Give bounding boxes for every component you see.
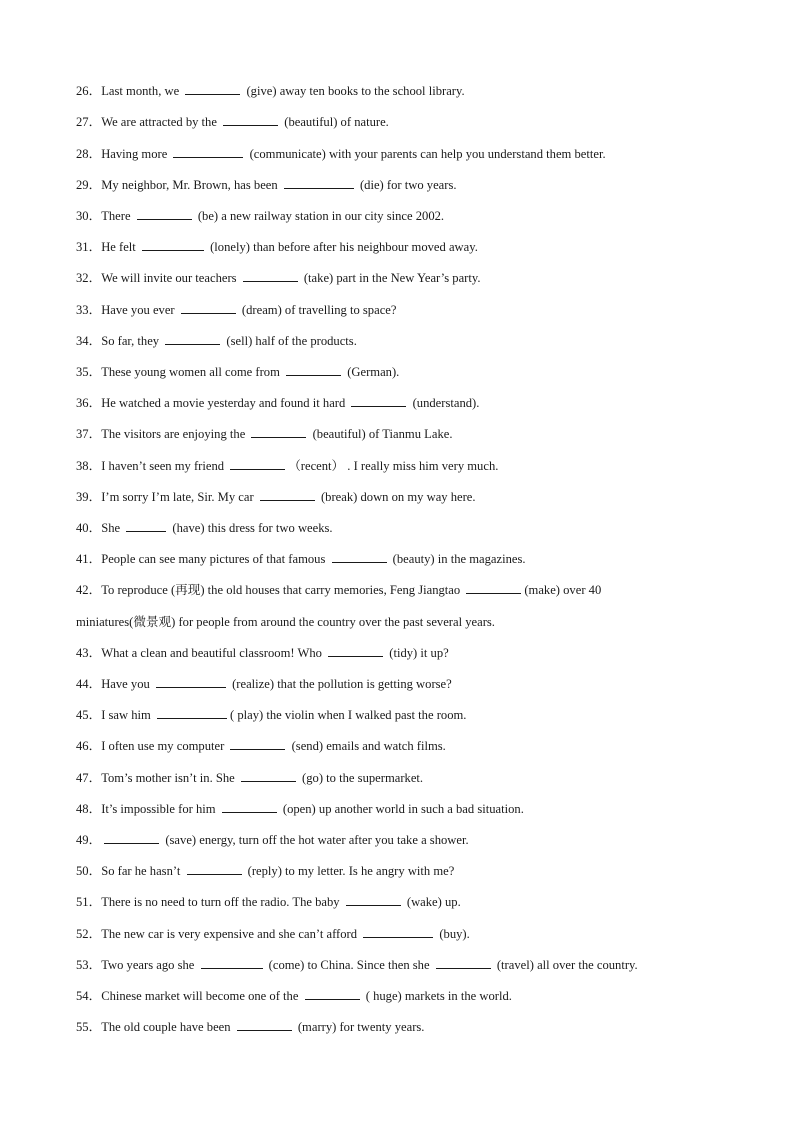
answer-blank[interactable] bbox=[284, 177, 354, 189]
question-29: 29．My neighbor, Mr. Brown, has been (die) for two years. bbox=[76, 178, 457, 192]
question-52: 52．The new car is very expensive and she can’t afford (buy). bbox=[76, 927, 470, 941]
question-43: 43．What a clean and beautiful classroom! Who (tidy) it up? bbox=[76, 646, 449, 660]
question-46: 46．I often use my computer (send) emails and watch films. bbox=[76, 739, 446, 753]
answer-blank[interactable] bbox=[181, 302, 236, 314]
answer-blank[interactable] bbox=[126, 520, 166, 532]
question-36: 36．He watched a movie yesterday and found it hard (understand). bbox=[76, 396, 480, 410]
question-27: 27．We are attracted by the (beautiful) of nature. bbox=[76, 115, 389, 129]
answer-blank[interactable] bbox=[286, 364, 341, 376]
question-50: 50．So far he hasn’t (reply) to my letter. Is he angry with me? bbox=[76, 864, 455, 878]
answer-blank[interactable] bbox=[222, 801, 277, 813]
question-44: 44．Have you (realize) that the pollution is getting worse? bbox=[76, 677, 452, 691]
answer-blank[interactable] bbox=[185, 83, 240, 95]
question-39: 39．I’m sorry I’m late, Sir. My car (break) down on my way here. bbox=[76, 490, 476, 504]
answer-blank[interactable] bbox=[363, 926, 433, 938]
answer-blank[interactable] bbox=[230, 738, 285, 750]
answer-blank[interactable] bbox=[230, 458, 285, 470]
answer-blank[interactable] bbox=[351, 395, 406, 407]
question-32: 32．We will invite our teachers (take) part in the New Year’s party. bbox=[76, 271, 481, 285]
answer-blank[interactable] bbox=[251, 426, 306, 438]
question-30: 30．There (be) a new railway station in our city since 2002. bbox=[76, 209, 445, 223]
question-53: 53．Two years ago she (come) to China. Since then she (travel) all over the country. bbox=[76, 958, 638, 972]
answer-blank[interactable] bbox=[237, 1019, 292, 1031]
answer-blank[interactable] bbox=[332, 551, 387, 563]
question-42: 42．To reproduce (再现) the old houses that carry memories, Feng Jiangtao (make) over 40 bbox=[76, 583, 602, 597]
question-34: 34．So far, they (sell) half of the products. bbox=[76, 334, 357, 348]
answer-blank[interactable] bbox=[243, 270, 298, 282]
answer-blank[interactable] bbox=[201, 957, 263, 969]
question-45: 45．I saw him ( play) the violin when I walked past the room. bbox=[76, 708, 467, 722]
answer-blank[interactable] bbox=[156, 676, 226, 688]
question-28: 28．Having more (communicate) with your parents can help you understand them better. bbox=[76, 147, 606, 161]
question-48: 48．It’s impossible for him (open) up another world in such a bad situation. bbox=[76, 802, 524, 816]
question-33: 33．Have you ever (dream) of travelling to space? bbox=[76, 303, 397, 317]
question-42-continued: miniatures(微景观) for people from around the country over the past several years. bbox=[76, 615, 495, 629]
question-54: 54．Chinese market will become one of the ( huge) markets in the world. bbox=[76, 989, 512, 1003]
question-38: 38．I haven’t seen my friend （recent） . I really miss him very much. bbox=[76, 459, 499, 473]
answer-blank[interactable] bbox=[142, 239, 204, 251]
question-55: 55．The old couple have been (marry) for twenty years. bbox=[76, 1020, 425, 1034]
question-37: 37．The visitors are enjoying the (beautiful) of Tianmu Lake. bbox=[76, 427, 453, 441]
question-41: 41．People can see many pictures of that famous (beauty) in the magazines. bbox=[76, 552, 526, 566]
answer-blank[interactable] bbox=[346, 894, 401, 906]
answer-blank[interactable] bbox=[260, 489, 315, 501]
answer-blank[interactable] bbox=[436, 957, 491, 969]
question-26: 26．Last month, we (give) away ten books to the school library. bbox=[76, 84, 465, 98]
question-31: 31．He felt (lonely) than before after his neighbour moved away. bbox=[76, 240, 478, 254]
answer-blank[interactable] bbox=[328, 645, 383, 657]
answer-blank[interactable] bbox=[165, 333, 220, 345]
answer-blank[interactable] bbox=[173, 146, 243, 158]
answer-blank[interactable] bbox=[466, 582, 521, 594]
answer-blank[interactable] bbox=[187, 863, 242, 875]
question-47: 47．Tom’s mother isn’t in. She (go) to the supermarket. bbox=[76, 771, 424, 785]
question-35: 35．These young women all come from (German). bbox=[76, 365, 400, 379]
question-49: 49． (save) energy, turn off the hot water after you take a shower. bbox=[76, 833, 469, 847]
answer-blank[interactable] bbox=[241, 770, 296, 782]
question-51: 51．There is no need to turn off the radio. The baby (wake) up. bbox=[76, 895, 461, 909]
answer-blank[interactable] bbox=[223, 114, 278, 126]
answer-blank[interactable] bbox=[157, 707, 227, 719]
answer-blank[interactable] bbox=[104, 832, 159, 844]
question-40: 40．She (have) this dress for two weeks. bbox=[76, 521, 333, 535]
answer-blank[interactable] bbox=[137, 208, 192, 220]
answer-blank[interactable] bbox=[305, 988, 360, 1000]
